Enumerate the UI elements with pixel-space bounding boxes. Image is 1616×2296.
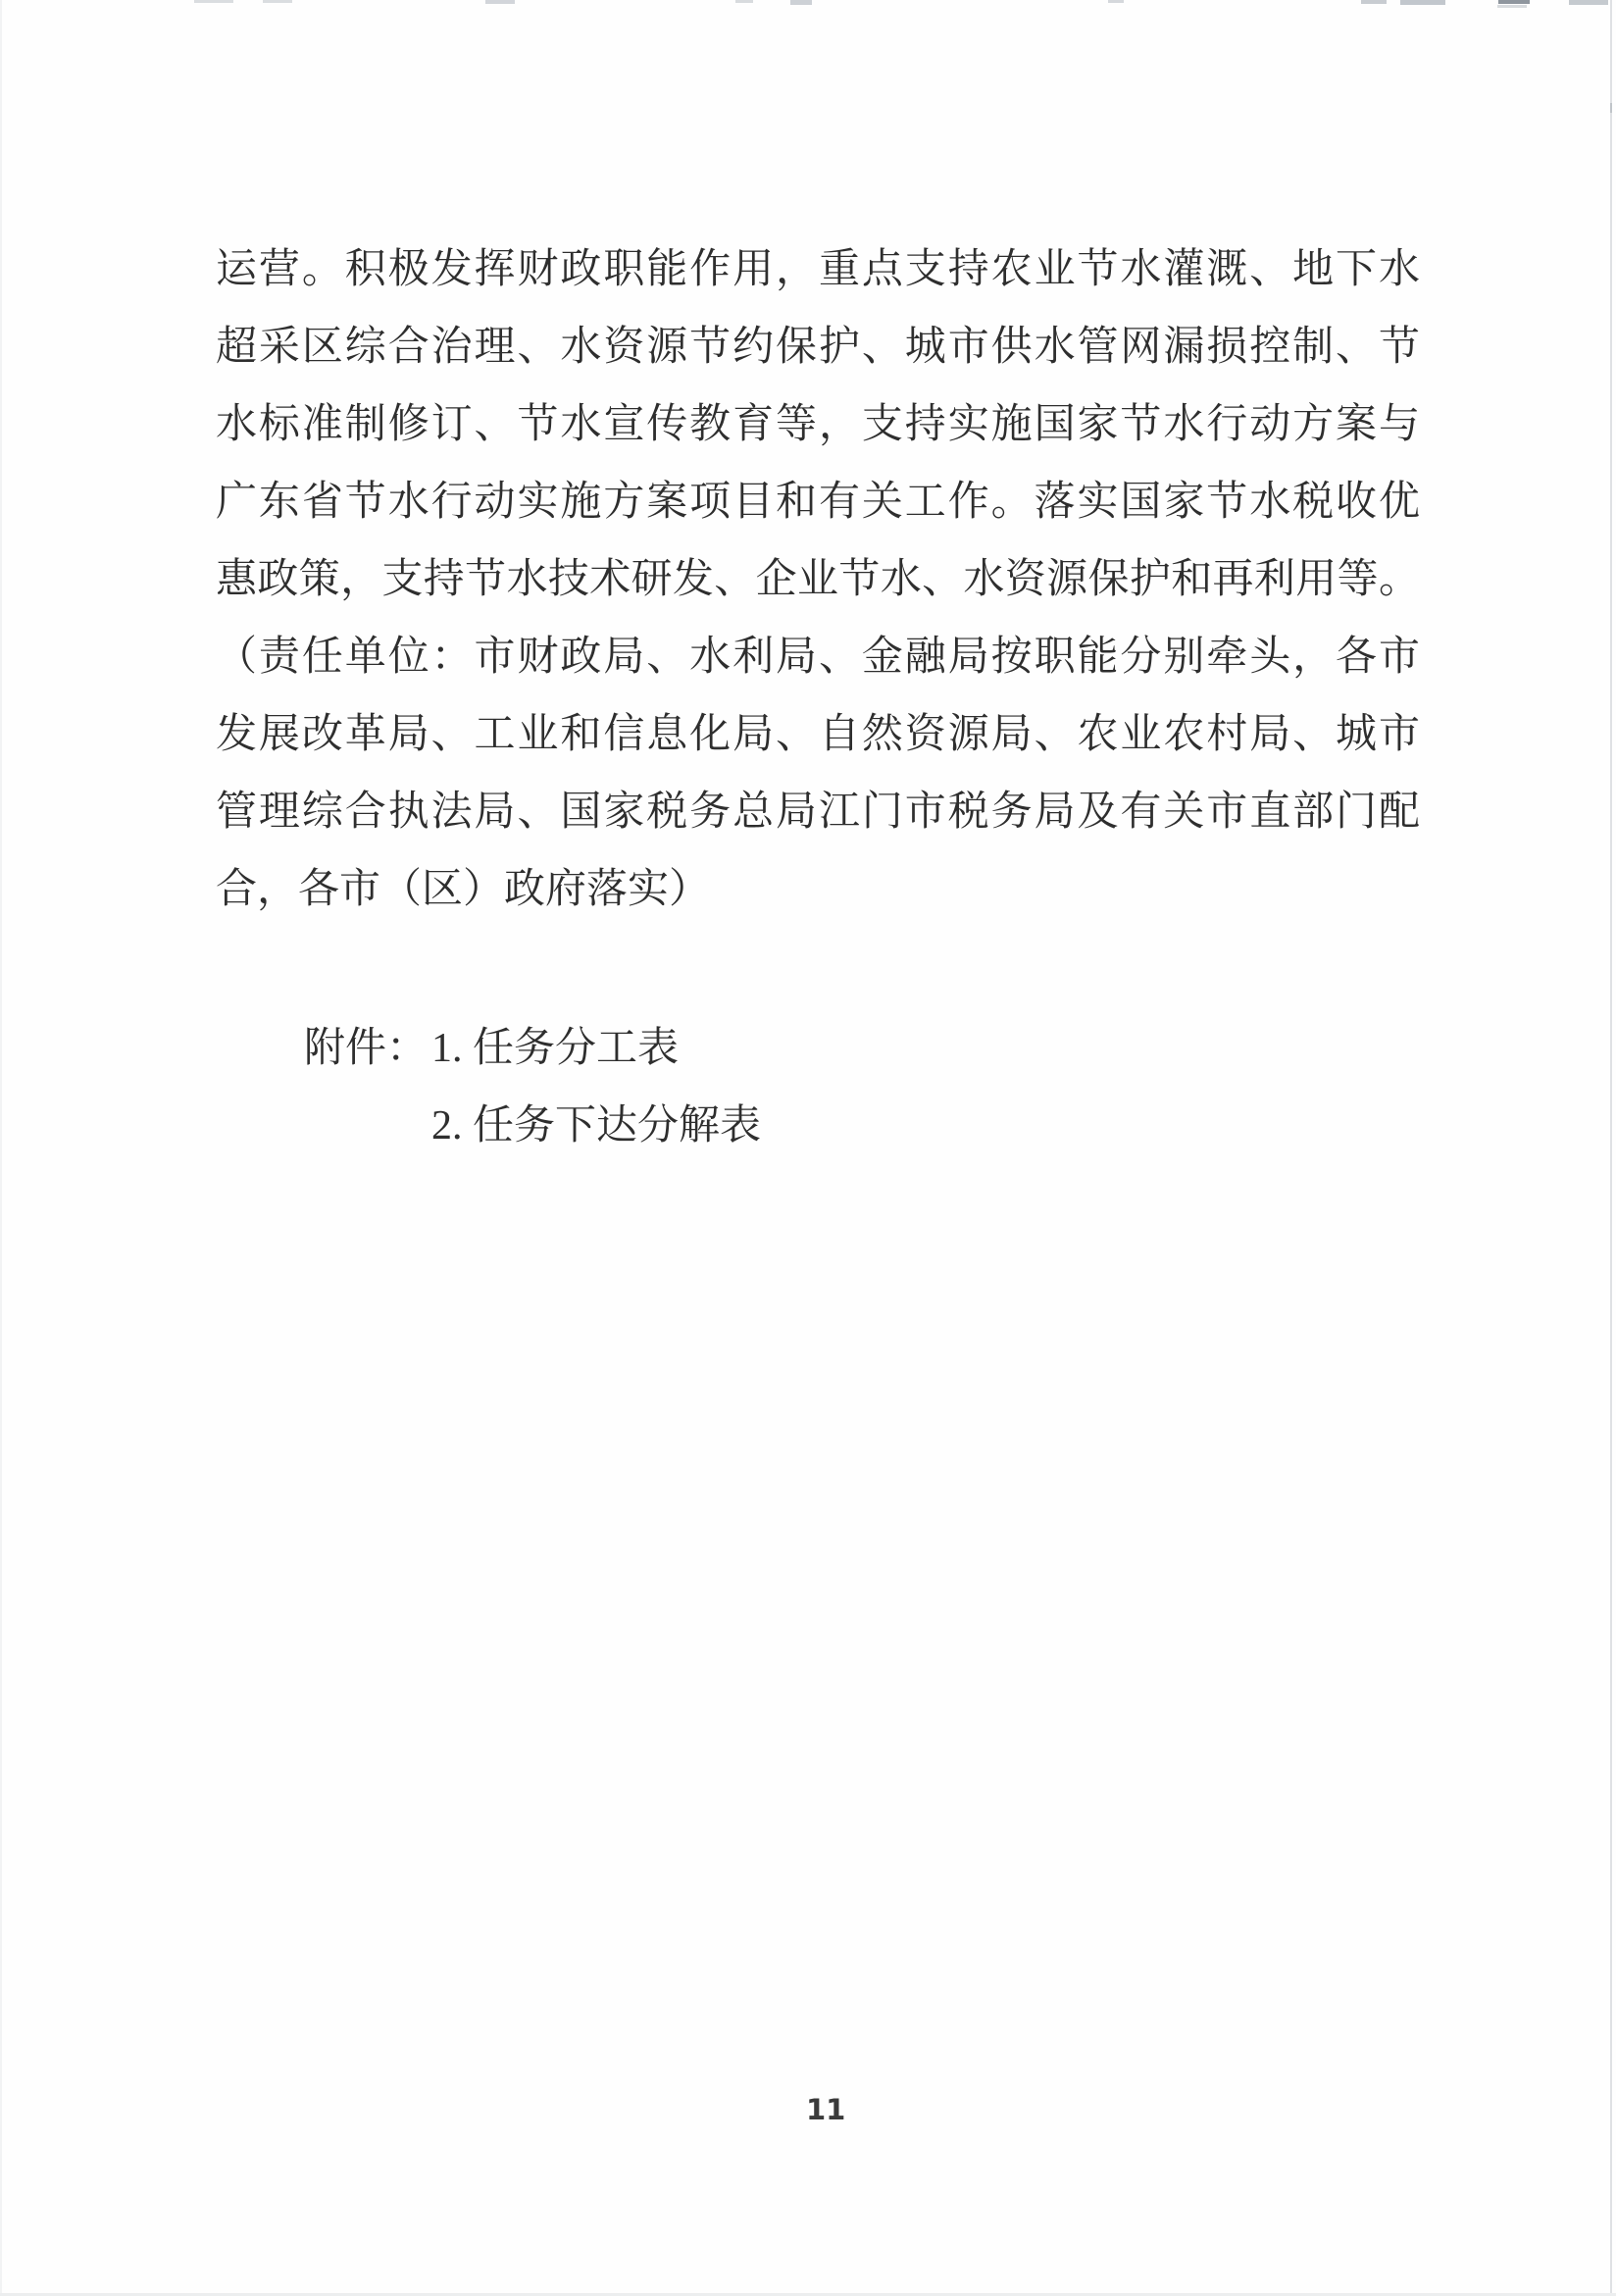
- attachments-block: [304, 1010, 761, 1165]
- page-number: 11: [806, 2093, 846, 2126]
- paragraph-line: 合，各市（区）政府落实）: [216, 867, 711, 912]
- paragraph-line: 超采区综合治理、水资源节约保护、城市供水管网漏损控制、节: [216, 325, 1420, 370]
- paragraph-line: 管理综合执法局、国家税务总局江门市税务局及有关市直部门配: [216, 790, 1420, 835]
- scan-artifact: [1569, 0, 1608, 5]
- attachment-row: [304, 1088, 761, 1165]
- scan-artifact: [263, 0, 292, 3]
- attachment-indent: [304, 1088, 431, 1165]
- body-paragraph: [216, 231, 1420, 929]
- scan-artifact: [1400, 0, 1445, 5]
- attachment-row: [304, 1010, 761, 1088]
- scan-artifact: [790, 0, 812, 5]
- paragraph-line: 水标准制修订、节水宣传教育等，支持实施国家节水行动方案与: [216, 402, 1420, 447]
- scan-artifact: [0, 0, 2, 2296]
- attachment-item: 2. 任务下达分解表: [431, 1103, 762, 1148]
- scan-artifact: [1108, 0, 1124, 3]
- scan-artifact: [1610, 0, 1612, 2296]
- paragraph-line: 发展改革局、工业和信息化局、自然资源局、农业农村局、城市: [216, 712, 1420, 757]
- paragraph-line: 惠政策，支持节水技术研发、企业节水、水资源保护和再利用等。: [216, 557, 1420, 602]
- scan-artifact: [735, 0, 753, 3]
- scan-artifact: [1497, 5, 1527, 8]
- paragraph-line: （责任单位：市财政局、水利局、金融局按职能分别牵头，各市: [216, 635, 1420, 680]
- paragraph-line: 运营。积极发挥财政职能作用，重点支持农业节水灌溉、地下水: [216, 247, 1420, 292]
- paragraph-line: 广东省节水行动实施方案项目和有关工作。落实国家节水税收优: [216, 480, 1420, 525]
- scan-artifact: [1610, 103, 1612, 113]
- scan-artifact: [1498, 0, 1530, 4]
- scan-artifact: [485, 0, 515, 4]
- attachment-item: 1. 任务分工表: [431, 1026, 680, 1071]
- attachments-label: 附件：: [304, 1026, 429, 1071]
- scan-artifact: [194, 0, 233, 3]
- scan-artifact: [1361, 0, 1387, 4]
